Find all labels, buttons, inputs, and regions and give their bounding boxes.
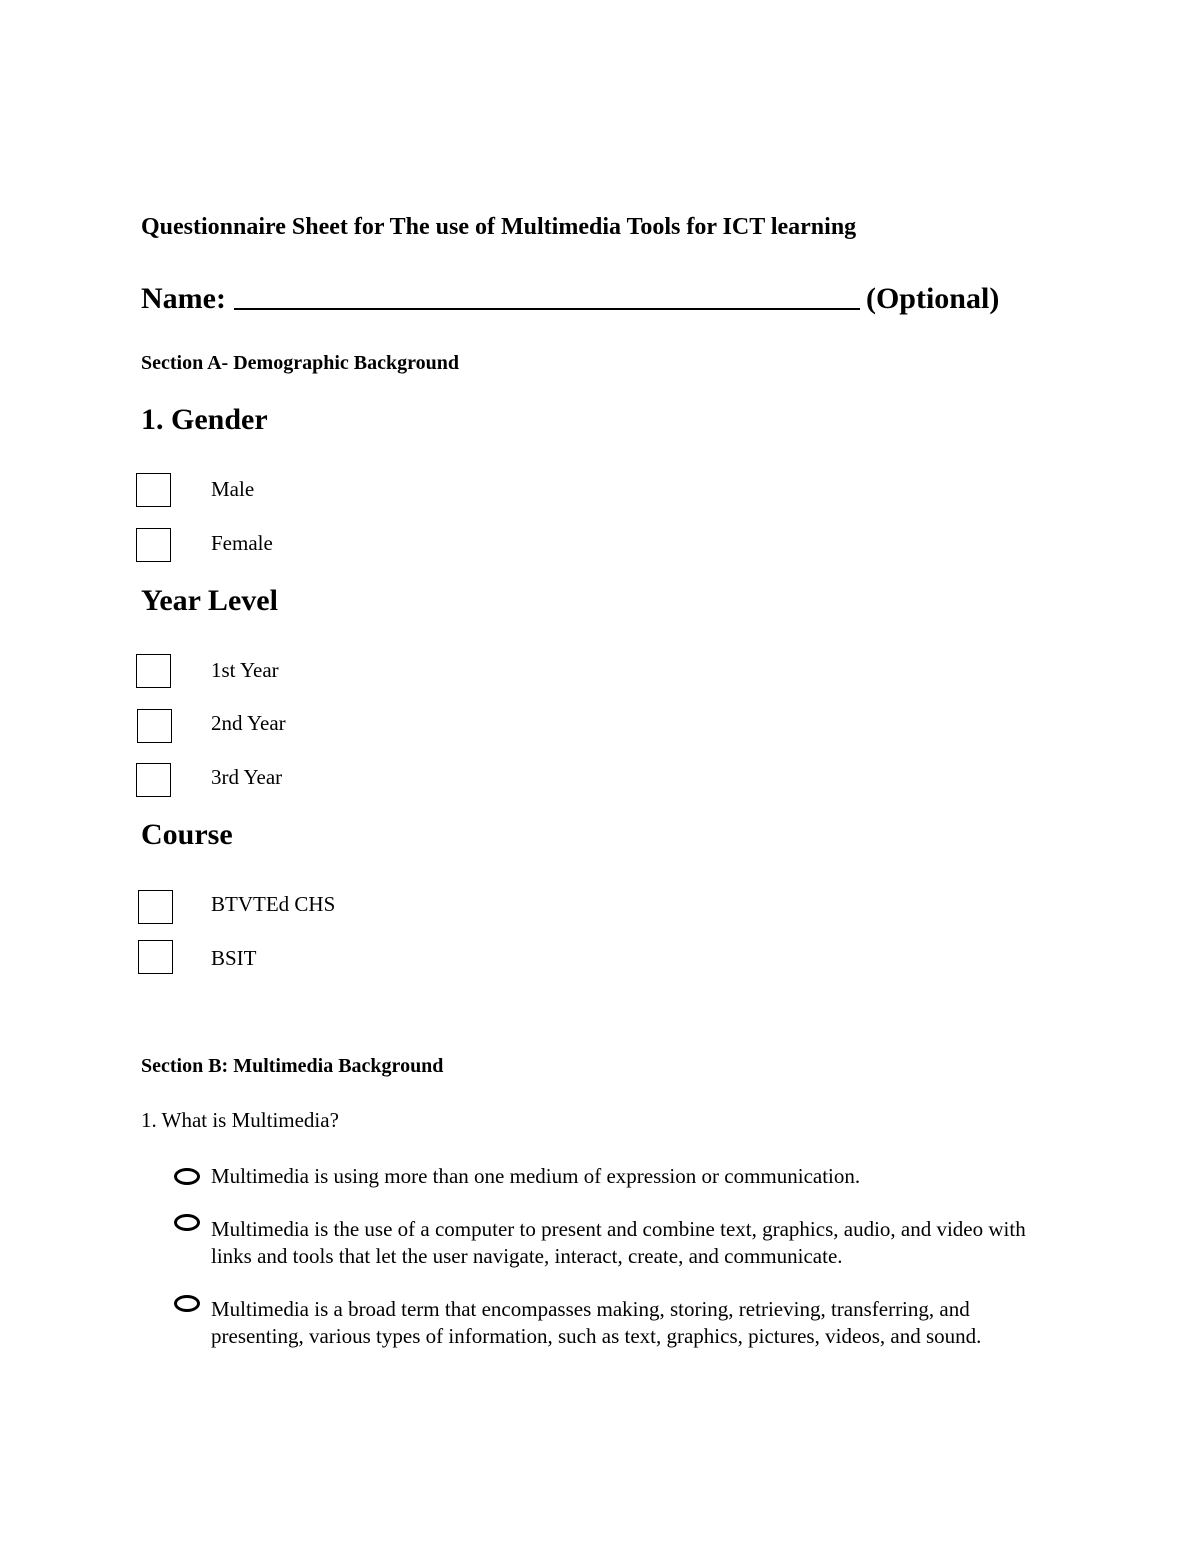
section-b-heading: Section B: Multimedia Background [141,1055,444,1077]
answer-3-radio[interactable] [174,1295,200,1312]
gender-male-label: Male [211,477,255,501]
year-1st-label: 1st Year [211,658,279,682]
year-3rd-label: 3rd Year [211,765,283,789]
name-optional-note: (Optional) [865,282,1000,315]
answer-1-radio[interactable] [174,1168,200,1185]
answer-2-radio[interactable] [174,1214,200,1231]
year-2nd-checkbox[interactable] [137,709,172,743]
course-btvted-label: BTVTEd CHS [211,892,336,916]
course-heading: Course [141,818,233,851]
course-bsit-label: BSIT [211,946,257,970]
answer-1-text: Multimedia is using more than one medium of expression or communication. [211,1164,861,1188]
section-a-heading: Section A- Demographic Background [141,352,459,374]
gender-female-checkbox[interactable] [136,528,171,562]
answer-2-text: Multimedia is the use of a computer to present and combine text, graphics, audio, and video with links and tools that let the user navigate, interact, create, and communicate. [211,1217,1026,1268]
year-level-heading: Year Level [141,584,278,617]
year-3rd-checkbox[interactable] [136,763,171,797]
name-blank-line[interactable] [234,278,860,310]
questionnaire-title: Questionnaire Sheet for The use of Multimedia Tools for ICT learning [141,214,857,240]
course-bsit-checkbox[interactable] [138,940,173,974]
gender-heading: 1. Gender [141,403,268,436]
year-1st-checkbox[interactable] [136,654,171,688]
question-1-text: 1. What is Multimedia? [141,1108,339,1132]
name-row [141,276,999,316]
year-2nd-label: 2nd Year [211,711,286,735]
gender-male-checkbox[interactable] [136,473,171,507]
course-btvted-checkbox[interactable] [138,890,173,924]
name-label: Name: [141,282,226,315]
gender-female-label: Female [211,531,273,555]
answer-3-text: Multimedia is a broad term that encompasses making, storing, retrieving, transferring, and presenting, various types of information, such as text, graphics, pictures, videos, and sound. [211,1297,982,1348]
